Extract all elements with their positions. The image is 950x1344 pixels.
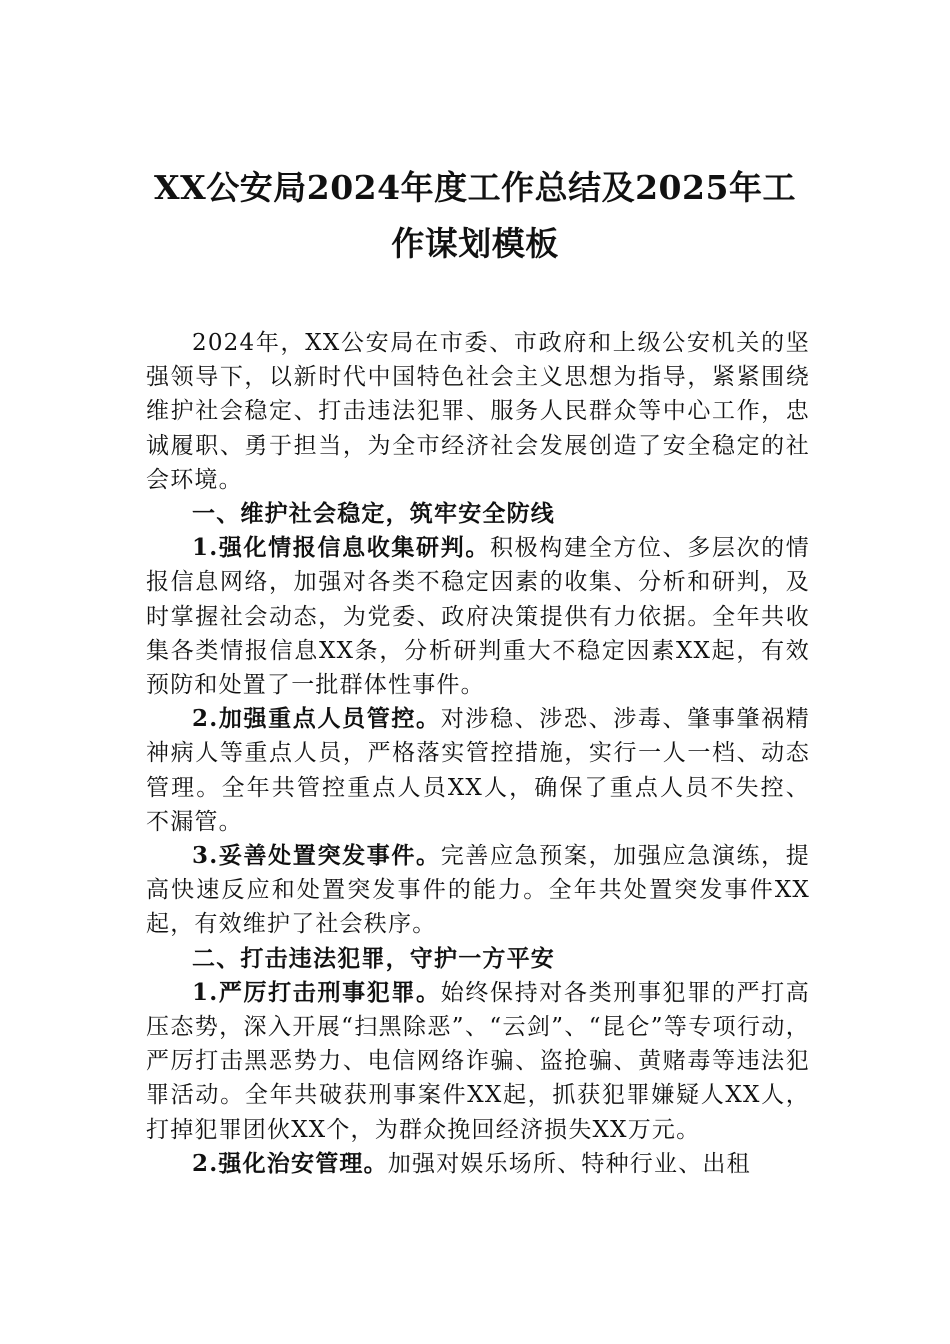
- intro-paragraph: 2024年，XX公安局在市委、市政府和上级公安机关的坚强领导下，以新时代中国特色社会主义思想为指导，紧紧围绕维护社会稳定、打击违法犯罪、服务人民群众等中心工作，忠诚履职、勇于担当，为全市经济社会发展创造了安全稳定的社会环境。: [146, 330, 810, 493]
- title-line-1: XX公安局2024年度工作总结及2025年工: [154, 168, 796, 207]
- paragraph-text: 对涉稳、涉恐、涉毒、肇事肇祸精神病人等重点人员，严格落实管控措施，实行一人一档、动态管理。全年共管控重点人员XX人，确保了重点人员不失控、不漏管。: [146, 706, 810, 835]
- paragraph-text: 始终保持对各类刑事犯罪的严打高压态势，深入开展“扫黑除恶”、“云剑”、“昆仑”等专项行动，严厉打击黑恶势力、电信网络诈骗、盗抢骗、黄赌毒等违法犯罪活动。全年共破获刑事案件XX起，抓获犯罪嫌疑人XX人，打掉犯罪团伙XX个，为群众挽回经济损失XX万元。: [146, 979, 810, 1143]
- paragraph-lead: 3.妥善处置突发事件。: [192, 842, 441, 870]
- document-title: [120, 160, 830, 272]
- paragraph-text: 完善应急预案，加强应急演练，提高快速反应和处置突发事件的能力。全年共处置突发事件XX起，有效维护了社会秩序。: [146, 843, 810, 938]
- paragraph-1-1: [146, 531, 810, 702]
- paragraph-text: 积极构建全方位、多层次的情报信息网络，加强对各类不稳定因素的收集、分析和研判，及时掌握社会动态，为党委、政府决策提供有力依据。全年共收集各类情报信息XX条，分析研判重大不稳定因素XX起，有效预防和处置了一批群体性事件。: [146, 535, 810, 699]
- section-heading-1: 一、维护社会稳定，筑牢安全防线: [192, 500, 555, 528]
- paragraph-1-2: [146, 702, 810, 839]
- paragraph-lead: 2.加强重点人员管控。: [192, 705, 441, 733]
- paragraph-2-1: [146, 976, 810, 1147]
- paragraph-text: 加强对娱乐场所、特种行业、出租: [387, 1150, 751, 1177]
- paragraph-2-2: [146, 1147, 810, 1181]
- section-heading-2: 二、打击违法犯罪，守护一方平安: [192, 944, 555, 972]
- title-line-2: 作谋划模板: [391, 224, 559, 263]
- paragraph-lead: 1.严厉打击刑事犯罪。: [192, 978, 441, 1006]
- paragraph-lead: 1.强化情报信息收集研判。: [192, 534, 490, 562]
- paragraph-1-3: [146, 839, 810, 942]
- document-body: [146, 326, 810, 1181]
- paragraph-lead: 2.强化治安管理。: [192, 1149, 388, 1177]
